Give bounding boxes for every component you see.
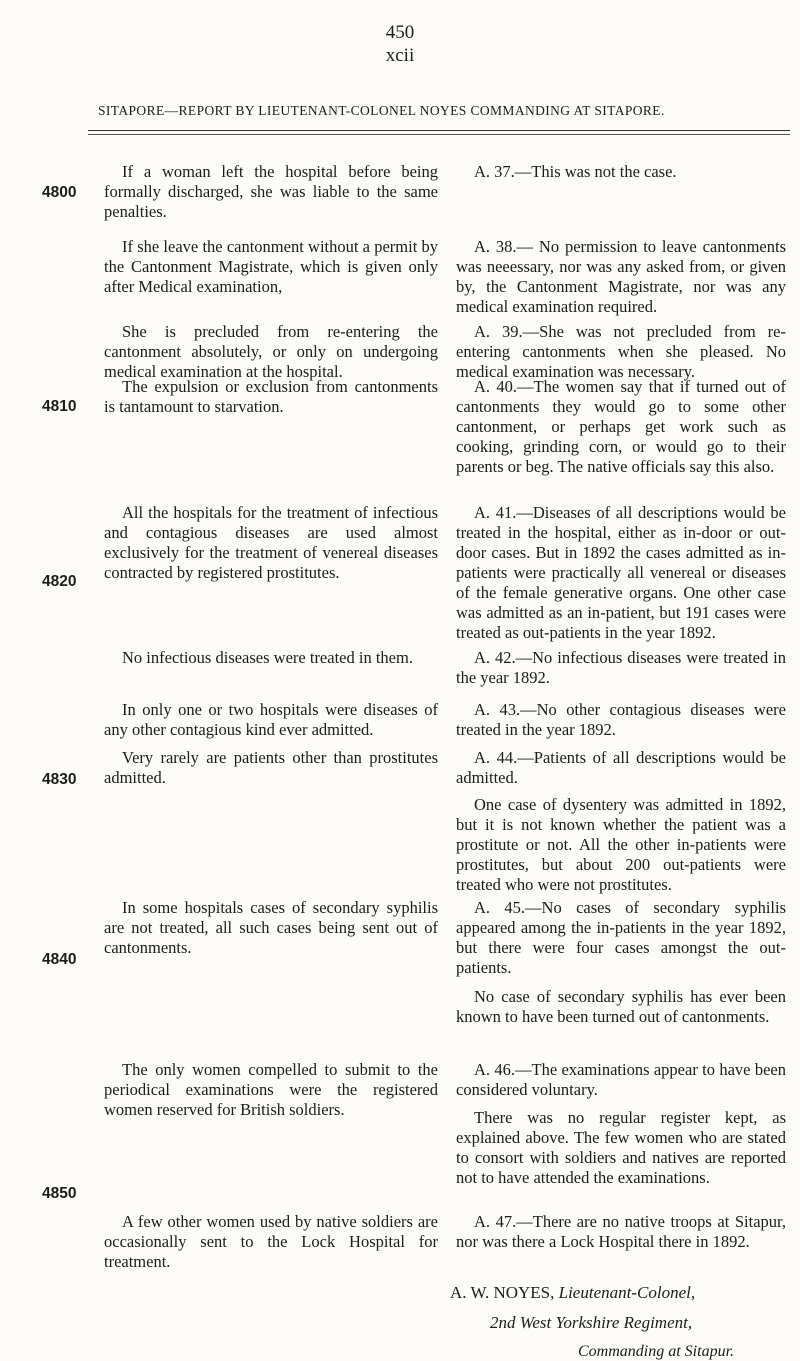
question-text: All the hospitals for the treatment of infectious and contagious diseases are used almost exclusively for the treatment of venereal diseases contracted by registered prostitutes.	[104, 503, 438, 582]
roman-page-number: xcii	[385, 45, 415, 66]
question-text: In some hospitals cases of secondary syphilis are not treated, all such cases being sent out of cantonments.	[104, 898, 438, 957]
signature-name	[450, 1283, 695, 1303]
signature-rank: Lieutenant-Colonel,	[558, 1283, 696, 1302]
line-number: 4810	[42, 398, 77, 415]
page-number: 450	[385, 22, 415, 43]
signature-regiment: 2nd West Yorkshire Regiment,	[490, 1313, 693, 1332]
answer-continuation: One case of dysentery was admitted in 1892, but it is not known whether the patient was a prostitute or not. All the other in-patients were prostitutes, but about 200 out-patients were treated who were not prostitutes.	[456, 795, 786, 894]
question-text: Very rarely are patients other than prostitutes admitted.	[104, 748, 438, 787]
answer-text: A. 40.—The women say that if turned out of cantonments they would go to some other cantonment, or perhaps get work such as cooking, grinding corn, or would go to their parents or beg. The native officials say this also.	[456, 377, 786, 476]
running-head: SITAPORE—REPORT BY LIEUTENANT-COLONEL NOYES COMMANDING AT SITAPORE.	[98, 103, 665, 118]
signature-station: Commanding at Sitapur.	[578, 1343, 735, 1360]
answer-text: A. 42.—No infectious diseases were treated in the year 1892.	[456, 648, 786, 687]
answer-text: A. 41.—Diseases of all descriptions would be treated in the hospital, either as in-door or out-door cases. But in 1892 the cases admitted as in-patients were practically all venereal or diseases of the female generative organs. One other case was admitted as an in-patient, but 191 cases were treated as out-patients in the year 1892.	[456, 503, 786, 642]
header-rule	[88, 130, 790, 131]
line-number: 4840	[42, 951, 77, 968]
answer-text: A. 46.—The examinations appear to have been considered voluntary.	[456, 1060, 786, 1099]
header-rule-secondary	[88, 134, 790, 135]
question-text: No infectious diseases were treated in them.	[122, 648, 413, 667]
line-number: 4820	[42, 573, 77, 590]
answer-text: A. 44.—Patients of all descriptions would be admitted.	[456, 748, 786, 787]
answer-continuation: No case of secondary syphilis has ever been known to have been turned out of cantonments.	[456, 987, 786, 1026]
question-text: A few other women used by native soldiers are occasionally sent to the Lock Hospital for treatment.	[104, 1212, 438, 1271]
answer-text: A. 43.—No other contagious diseases were treated in the year 1892.	[456, 700, 786, 739]
line-number: 4850	[42, 1185, 77, 1202]
question-text: She is precluded from re-entering the cantonment absolutely, or only on undergoing medical examination at the hospital.	[104, 322, 438, 381]
answer-text: A. 38.— No permission to leave cantonments was neeessary, nor was any asked from, or given by, the Cantonment Magistrate, nor was any medical examination required.	[456, 237, 786, 316]
signature-name-text: A. W. NOYES,	[450, 1283, 555, 1302]
answer-text: A. 39.—She was not precluded from re-entering cantonments when she pleased. No medical examination was necessary.	[456, 322, 786, 381]
line-number: 4830	[42, 771, 77, 788]
question-text: In only one or two hospitals were diseases of any other contagious kind ever admitted.	[104, 700, 438, 739]
question-text: If a woman left the hospital before being formally discharged, she was liable to the same penalties.	[104, 162, 438, 221]
answer-text: A. 37.—This was not the case.	[474, 162, 677, 181]
answer-continuation: There was no regular register kept, as explained above. The few women who are stated to consort with soldiers and natives are reported not to have attended the examinations.	[456, 1108, 786, 1187]
question-text: The only women compelled to submit to the periodical examinations were the registered women reserved for British soldiers.	[104, 1060, 438, 1119]
question-text: If she leave the cantonment without a permit by the Cantonment Magistrate, which is given only after Medical examination,	[104, 237, 438, 296]
answer-text: A. 45.—No cases of secondary syphilis appeared among the in-patients in the year 1892, but there were four cases amongst the out-patients.	[456, 898, 786, 977]
line-number: 4800	[42, 184, 77, 201]
question-text: The expulsion or exclusion from cantonments is tantamount to starvation.	[104, 377, 438, 416]
answer-text: A. 47.—There are no native troops at Sitapur, nor was there a Lock Hospital there in 1892.	[456, 1212, 786, 1251]
